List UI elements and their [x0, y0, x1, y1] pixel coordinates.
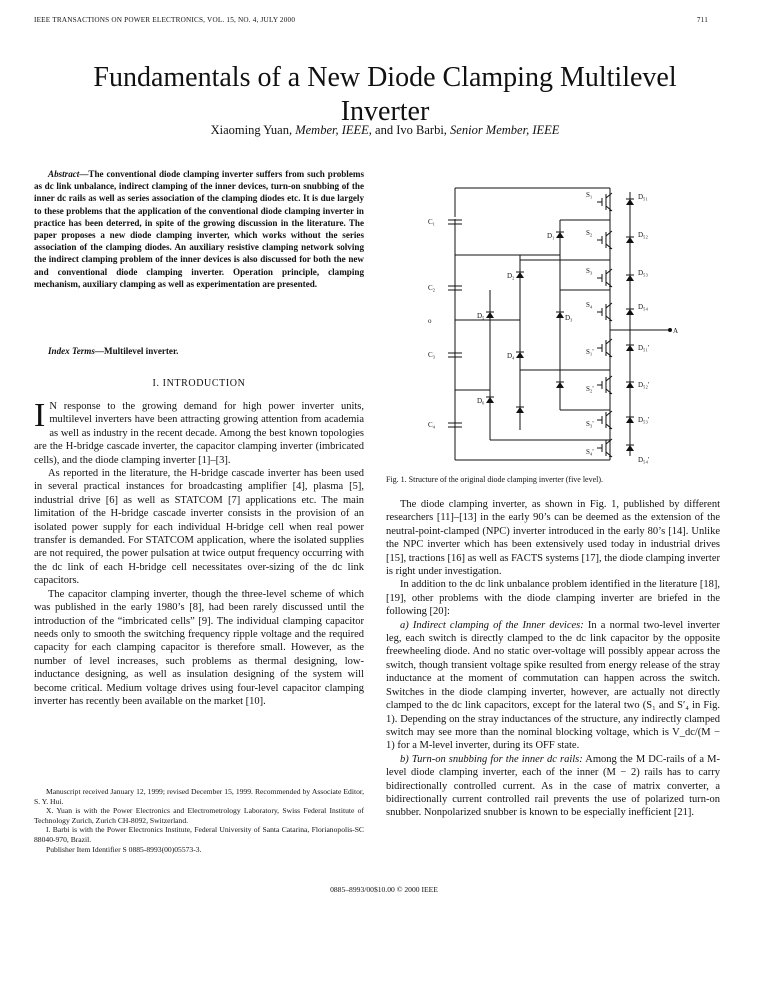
- section-heading: I. INTRODUCTION: [152, 378, 246, 389]
- index-terms: [34, 346, 364, 356]
- label-c3: C₃: [428, 351, 436, 359]
- label-d3: D₃: [565, 314, 573, 322]
- abstract-text: —The conventional diode clamping inverter suffers from such problems as dc link unbalance, indirect clamping of the inner devices, turn-on snubbing of the inner dc rails as well as series association of the clamping diodes etc. It is due largely to these problems that the application of the conventional diode clamping inverter in practice has been deterred, in spite of the growing discussion in the literature. The paper proposes a new diode clamping inverter, which works without the series association of the clamping diodes. An auxiliary resistive clamping network solving the indirect clamping problem of the inner devices is also discussed for both the new and conventional diode clamping inverter. Operation principle, clamping mechanism, auxiliary clamping as well as experimentation are presented.: [34, 169, 364, 289]
- circuit-diagram-figure: [410, 180, 730, 470]
- author-1-role: , Member, IEEE,: [288, 123, 372, 137]
- label-ds3: D₅₃: [638, 269, 648, 277]
- abstract: [34, 168, 364, 290]
- subheading-indirect-clamping: a) Indirect clamping of the Inner devices:: [400, 619, 584, 631]
- author-1: Xiaoming Yuan: [210, 123, 289, 137]
- index-terms-text: —Multilevel inverter.: [94, 346, 179, 356]
- copyright-line: 0885–8993/00$10.00 © 2000 IEEE: [330, 885, 438, 894]
- label-d2: D₂: [507, 272, 515, 280]
- footnotes: [34, 787, 364, 854]
- author-conjunction: and: [375, 123, 394, 137]
- author-2: Ivo Barbi,: [396, 123, 447, 137]
- footnote-publisher-id: Publisher Item Identifier S 0885-8993(00)05573-3.: [46, 844, 202, 854]
- label-ds3p: D₅₃': [638, 416, 650, 424]
- author-2-role: Senior Member, IEEE: [450, 123, 560, 137]
- author-line: [40, 123, 730, 138]
- paragraph-1: I N response to the growing demand for high power inverter units, multilevel inverters have been attracting growing attention from academia as well as industry in the recent decade. Among the best known topologies are the H-bridge cascade inverter, the capacitor clamping inverter (imbricated cells), and the diode clamping inverter [1]–[3].: [34, 397, 364, 466]
- paragraph-4: The diode clamping inverter, as shown in Fig. 1, published by different researchers [11]–[13] in the early 90’s can be deemed as the extension of the neutral-point-clamped (NPC) inverter introduced in the early 80’s [14]. Unlike the NPC inverter which has been extensively used today in industrial drives [15], tractions [16] as well as FACTS systems [17], the diode clamping inverter is right under investigation.: [386, 499, 720, 578]
- label-s2: S₂: [586, 229, 593, 237]
- label-d5: D₅: [477, 312, 485, 320]
- label-ds4p: D₅₄': [638, 456, 650, 464]
- label-output-a: A: [673, 327, 679, 335]
- label-d1: D₁: [547, 232, 555, 240]
- running-header: IEEE TRANSACTIONS ON POWER ELECTRONICS, VOL. 15, NO. 4, JULY 2000: [34, 16, 296, 24]
- label-c1: C₁: [428, 218, 436, 226]
- left-column-body: [34, 397, 364, 708]
- paragraph-2: As reported in the literature, the H-bridge cascade inverter has been used in several practical instances for broadcasting amplifier [4], plasma [5], industrial drive [6] as well as STATCOM [7] applications etc. The main limitation of the H-bridge cascade inverter consists in the provision of an isolated power supply for each individual H-bridge cell when real power transfer is demanded. For STATCOM application, where the isolated supplies are not required, the power pulsation at twice output frequency occurring with the dc link of each H-bridge cell necessitates over-sizing of the dc link capacitors.: [34, 468, 364, 587]
- label-o: o: [428, 317, 432, 325]
- footnote-author-2: I. Barbi is with the Power Electronics Institute, Federal University of Santa Catarina, Florianopolis-SC 88040-970, Brazil.: [34, 825, 364, 844]
- label-s3: S₃: [586, 267, 593, 275]
- label-c2: C₂: [428, 284, 436, 292]
- footnote-author-1: X. Yuan is with the Power Electronics and Electrometrology Laboratory, Swiss Federal Institute of Technology Zurich, Zurich CH-8092, Switzerland.: [34, 806, 364, 825]
- label-c4: C₄: [428, 421, 436, 429]
- label-s4p: S₄': [586, 448, 594, 456]
- label-ds4: D₅₄: [638, 303, 648, 311]
- paper-title: Fundamentals of a New Diode Clamping Multilevel Inverter: [93, 61, 677, 127]
- figure-caption: Fig. 1. Structure of the original diode clamping inverter (five level).: [386, 475, 604, 484]
- index-terms-label: Index Terms: [48, 346, 95, 356]
- page-number: 711: [696, 16, 708, 24]
- label-s4: S₄: [586, 301, 593, 309]
- label-d6: D₆: [477, 397, 485, 405]
- label-ds2p: D₅₂': [638, 381, 650, 389]
- label-ds1: D₅₁: [638, 193, 648, 201]
- paragraph-3: The capacitor clamping inverter, though the three-level scheme of which was published in the early 1980’s [8], had been rarely discussed until the introduction of the “imbricated cells” [9]. The individual clamping capacitor needs only to smooth the switching frequency ripple voltage and the required capacity for each clamping capacitor is therefore small. However, as the number of level increases, such problems as thermal designing, low-inductance designing, as well as insulation designing of the system will become critical. Medium voltage drives using four-level capacitor clamping inverter has recently been available on the market [10].: [34, 588, 364, 707]
- label-s2p: S₂': [586, 385, 594, 393]
- label-ds1p: D₅₁': [638, 344, 650, 352]
- footnote-received: Manuscript received January 12, 1999; revised December 15, 1999. Recommended by Associate Editor, S. Y. Hui.: [34, 787, 364, 806]
- label-ds2: D₅₂: [638, 231, 648, 239]
- paragraph-7: b) Turn-on snubbing for the inner dc rails: Among the M DC-rails of a M-level diode clamping inverter, each of the inner (M − 2) rails has to carry bidirectionally controlled current. As in the case of matrix converter, a bidirectionally current controlled rail prevents the use of polarized turn-on snubber. Nonpolarized snubber is known to be especially inefficient [21].: [386, 753, 720, 819]
- paragraph-5: In addition to the dc link unbalance problem identified in the literature [18], [19], other problems with the diode clamping inverter are briefed in the following [20]:: [386, 579, 720, 618]
- paragraph-6: a) Indirect clamping of the Inner devices: In a normal two-level inverter leg, each switch is directly clamped to the dc link capacitor by the opposite freewheeling diode. And no static over-voltage will possibly appear across the switch, though transient voltage spike resulted from energy release of the stray inductance at the moment of commutation can happen across the switch. Switches in the diode clamping inverter, however, are actually not directly clamped to the dc link capacitors, except for the lateral two (S₁ and S′₄ in Fig. 1). Depending on the stray inductances of the structure, any indirectly clamped switch may see more than the nominal blocking voltage, which is V_dc/(M − 1) for a M-level inverter, during its OFF state.: [386, 619, 720, 752]
- label-d4: D₄: [507, 352, 515, 360]
- right-column-body: [386, 498, 720, 820]
- abstract-label: Abstract: [48, 169, 80, 179]
- drop-cap: I: [34, 397, 46, 434]
- label-s3p: S₃': [586, 420, 594, 428]
- subheading-turn-on-snubbing: b) Turn-on snubbing for the inner dc rails:: [400, 753, 583, 765]
- label-s1: S₁: [586, 191, 593, 199]
- clamping-diodes: [486, 232, 564, 413]
- label-s1p: S₁': [586, 348, 594, 356]
